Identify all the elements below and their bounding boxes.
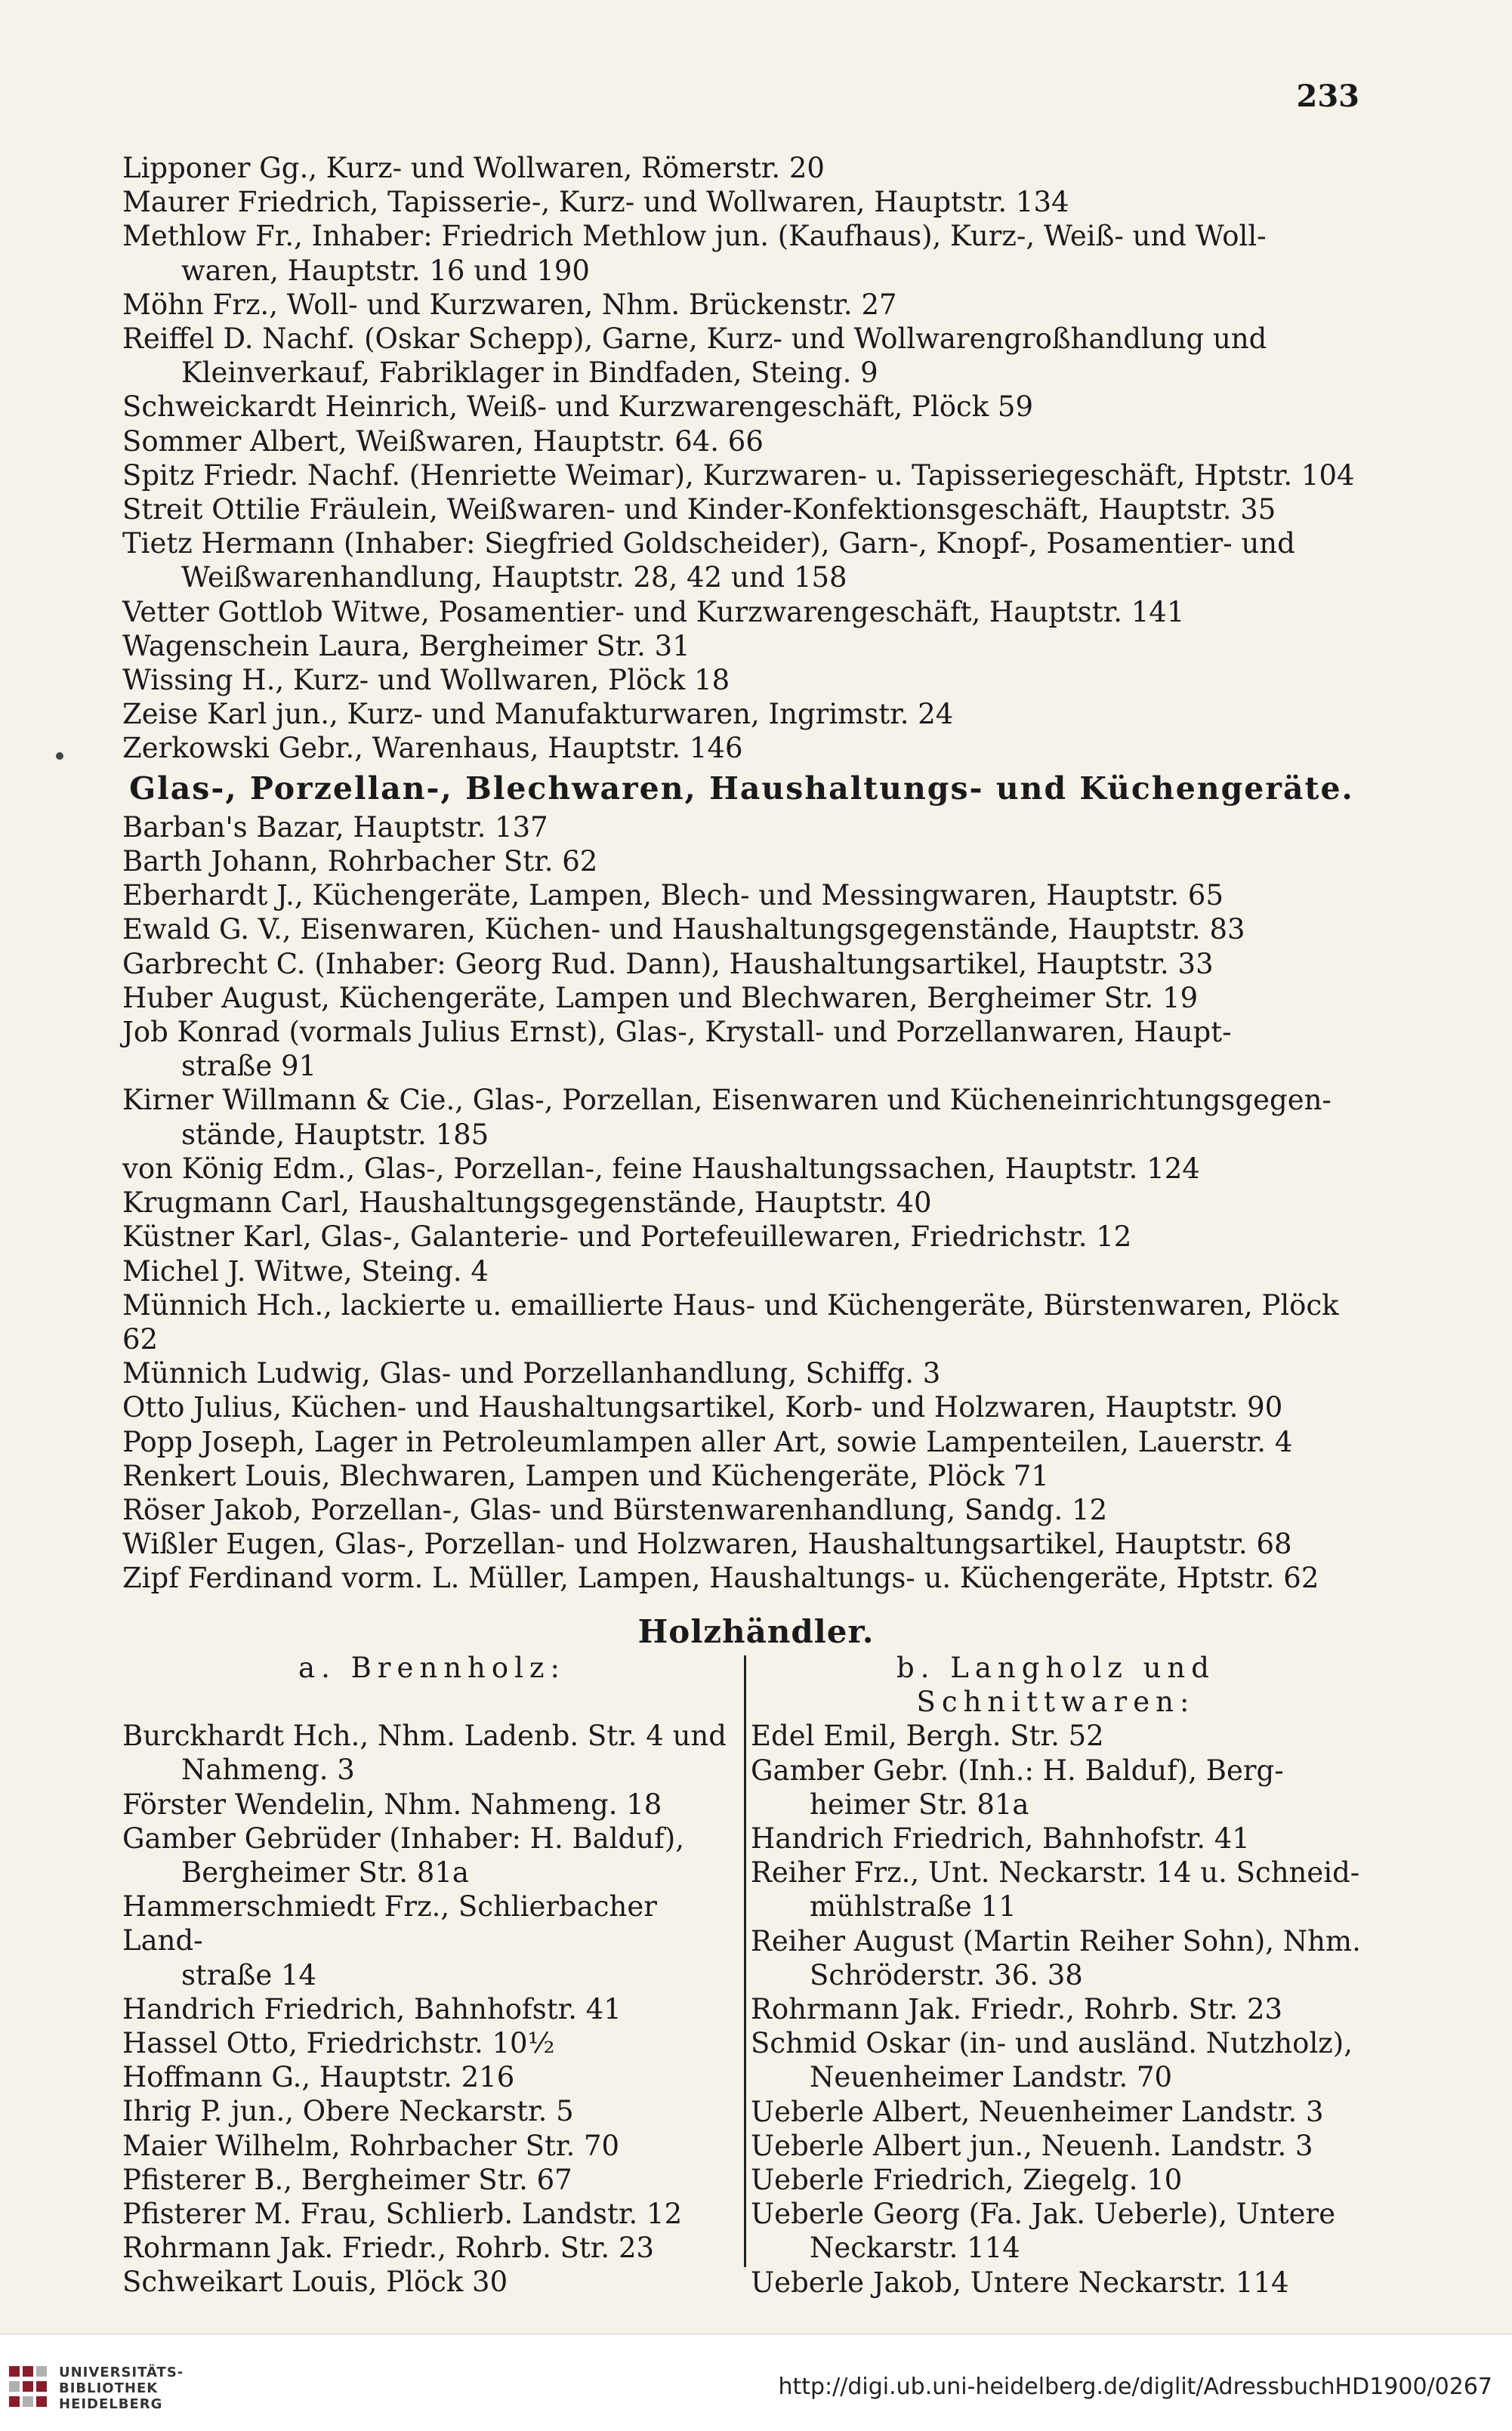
- entry-continuation: Nahmeng. 3: [181, 1754, 355, 1787]
- entry-line: Handrich Friedrich, Bahnhofstr. 41: [751, 1822, 1250, 1856]
- library-logo-icon: [8, 2365, 50, 2410]
- directory-entry: [751, 2095, 1361, 2129]
- directory-entry: [122, 2094, 742, 2128]
- entry-line: Ihrig P. jun., Obere Neckarstr. 5: [122, 2095, 574, 2128]
- entry-line: Röser Jakob, Porzellan-, Glas- und Bürstenwarenhandlung, Sandg. 12: [122, 1493, 1108, 1526]
- entry-line: Hoffmann G., Hauptstr. 216: [122, 2061, 515, 2094]
- directory-entry: [122, 844, 1361, 878]
- directory-entry: [122, 2163, 742, 2197]
- directory-entry: [751, 2129, 1361, 2163]
- entry-line: von König Edm., Glas-, Porzellan-, feine Haushaltungssachen, Hauptstr. 124: [122, 1152, 1200, 1185]
- entry-line: Sommer Albert, Weißwaren, Hauptstr. 64. 66: [122, 424, 764, 458]
- directory-entry: [122, 1390, 1361, 1424]
- entry-line: Zipf Ferdinand vorm. L. Müller, Lampen, Haushaltungs- u. Küchengeräte, Hptstr. 62: [122, 1562, 1319, 1595]
- entry-line: Möhn Frz., Woll- und Kurzwaren, Nhm. Brückenstr. 27: [122, 288, 897, 321]
- entry-line: Pfisterer B., Bergheimer Str. 67: [122, 2163, 572, 2196]
- entry-line: Zeise Karl jun., Kurz- und Manufakturwaren, Ingrimstr. 24: [122, 698, 954, 731]
- entry-line: Reiher Frz., Unt. Neckarstr. 14 u. Schneid-: [751, 1856, 1360, 1890]
- directory-entry: [122, 2265, 742, 2299]
- entries-brennholz-list: [122, 1719, 742, 2299]
- directory-entry: [751, 1924, 1361, 1992]
- entry-line: Förster Wendelin, Nhm. Nahmeng. 18: [122, 1788, 662, 1821]
- entry-line: Tietz Hermann (Inhaber: Siegfried Goldscheider), Garn-, Knopf-, Posamentier- und: [122, 527, 1295, 560]
- entry-line: Zerkowski Gebr., Warenhaus, Hauptstr. 146: [122, 732, 743, 765]
- page-number: 233: [1296, 79, 1359, 114]
- entry-continuation: straße 91: [181, 1050, 317, 1083]
- directory-entry: [751, 2197, 1361, 2265]
- entries-top-list: [122, 151, 1361, 766]
- logo-line: BIBLIOTHEK: [59, 2380, 159, 2396]
- directory-entry: [751, 2163, 1361, 2197]
- directory-entry: [122, 981, 1361, 1015]
- entry-line: Gamber Gebr. (Inh.: H. Balduf), Berg-: [751, 1754, 1284, 1787]
- directory-entry: [122, 1719, 742, 1787]
- directory-entry: [122, 1015, 1361, 1083]
- directory-entry: [122, 424, 1361, 458]
- entry-line: Hassel Otto, Friedrichstr. 10½: [122, 2027, 555, 2060]
- entry-line: Handrich Friedrich, Bahnhofstr. 41: [122, 1992, 622, 2025]
- directory-entry: [122, 1822, 742, 1890]
- directory-entry: [122, 2231, 742, 2265]
- library-logo-text: [59, 2365, 184, 2412]
- directory-entry: [122, 219, 1361, 287]
- entry-line: Wagenschein Laura, Bergheimer Str. 31: [122, 629, 690, 662]
- entry-continuation: mühlstraße 11: [810, 1890, 1017, 1924]
- directory-entry: [122, 322, 1361, 390]
- directory-entry: [122, 731, 1361, 765]
- entry-line: Vetter Gottlob Witwe, Posamentier- und Kurzwarengeschäft, Hauptstr. 141: [122, 595, 1185, 628]
- entry-line: Maier Wilhelm, Rohrbacher Str. 70: [122, 2129, 620, 2162]
- entry-line: Methlow Fr., Inhaber: Friedrich Methlow jun. (Kaufhaus), Kurz-, Weiß- und Woll-: [122, 220, 1267, 253]
- directory-entry: [122, 1992, 742, 2026]
- section-heading-holz: Holzhändler.: [637, 1613, 875, 1650]
- entry-line: Michel J. Witwe, Steing. 4: [122, 1254, 489, 1288]
- entry-line: Gamber Gebrüder (Inhaber: H. Balduf),: [122, 1822, 684, 1855]
- margin-dot: [56, 752, 63, 760]
- entry-line: Pfisterer M. Frau, Schlierb. Landstr. 12: [122, 2198, 683, 2231]
- directory-entry: [751, 1754, 1361, 1822]
- directory-entry: [122, 151, 1361, 185]
- entry-line: Reiffel D. Nachf. (Oskar Schepp), Garne, Kurz- und Wollwarengroßhandlung und: [122, 322, 1267, 356]
- directory-entry: [122, 185, 1361, 219]
- entry-continuation: Neuenheimer Landstr. 70: [810, 2061, 1173, 2094]
- logo-line: UNIVERSITÄTS-: [59, 2365, 184, 2380]
- directory-entry: [751, 1719, 1361, 1753]
- entry-line: Maurer Friedrich, Tapisserie-, Kurz- und Wollwaren, Hauptstr. 134: [122, 186, 1069, 219]
- entry-line: Popp Joseph, Lager in Petroleumlampen aller Art, sowie Lampenteilen, Lauerstr. 4: [122, 1425, 1293, 1458]
- directory-entry: [751, 2026, 1361, 2094]
- directory-entry: [751, 1856, 1361, 1924]
- entry-line: Schmid Oskar (in- und ausländ. Nutzholz),: [751, 2027, 1353, 2060]
- directory-entry: [122, 810, 1361, 844]
- directory-entry: [122, 1527, 1361, 1561]
- entry-line: Schweikart Louis, Plöck 30: [122, 2266, 508, 2299]
- column-langholz: [751, 1651, 1361, 2300]
- entry-continuation: Weißwarenhandlung, Hauptstr. 28, 42 und 158: [181, 561, 847, 594]
- column-brennholz: [122, 1651, 742, 2300]
- footer-bar: [0, 2334, 1512, 2431]
- directory-entry: [751, 1992, 1361, 2026]
- entries-langholz-list: [751, 1719, 1361, 2299]
- entry-line: Spitz Friedr. Nachf. (Henriette Weimar), Kurzwaren- u. Tapisseriegeschäft, Hptstr. 104: [122, 458, 1355, 492]
- directory-entry: [122, 390, 1361, 424]
- directory-entry: [122, 1083, 1361, 1151]
- entry-continuation: straße 14: [181, 1958, 317, 1991]
- directory-entry: [122, 1459, 1361, 1493]
- entry-line: Otto Julius, Küchen- und Haushaltungsartikel, Korb- und Holzwaren, Hauptstr. 90: [122, 1391, 1283, 1424]
- entry-line: Ueberle Georg (Fa. Jak. Ueberle), Untere: [751, 2198, 1336, 2231]
- entry-line: Hammerschmiedt Frz., Schlierbacher Land-: [122, 1890, 657, 1957]
- entry-line: Barban's Bazar, Hauptstr. 137: [122, 810, 548, 844]
- entries-glas-list: [122, 810, 1361, 1596]
- entry-line: Ewald G. V., Eisenwaren, Küchen- und Haushaltungsgegenstände, Hauptstr. 83: [122, 913, 1245, 946]
- entry-line: Ueberle Albert jun., Neuenh. Landstr. 3: [751, 2129, 1313, 2162]
- entry-line: Huber August, Küchengeräte, Lampen und Blechwaren, Bergheimer Str. 19: [122, 981, 1199, 1014]
- directory-entry: [122, 697, 1361, 731]
- entry-line: Ueberle Friedrich, Ziegelg. 10: [751, 2164, 1183, 2197]
- directory-entry: [122, 663, 1361, 697]
- directory-entry: [122, 526, 1361, 594]
- directory-entry: [122, 1425, 1361, 1459]
- directory-entry: [122, 1493, 1361, 1527]
- entry-line: Wißler Eugen, Glas-, Porzellan- und Holzwaren, Haushaltungsartikel, Hauptstr. 68: [122, 1528, 1292, 1561]
- entry-continuation: stände, Hauptstr. 185: [181, 1118, 489, 1151]
- directory-entry: [122, 1788, 742, 1822]
- entry-line: Job Konrad (vormals Julius Ernst), Glas-, Krystall- und Porzellanwaren, Haupt-: [122, 1016, 1232, 1049]
- entry-line: Reiher August (Martin Reiher Sohn), Nhm.: [751, 1924, 1361, 1957]
- entry-continuation: Neckarstr. 114: [810, 2232, 1020, 2265]
- column-divider: [744, 1655, 746, 2267]
- entry-line: Barth Johann, Rohrbacher Str. 62: [122, 845, 598, 878]
- source-url-link[interactable]: http://digi.ub.uni-heidelberg.de/diglit/AdressbuchHD1900/0267: [778, 2374, 1492, 2400]
- entry-continuation: waren, Hauptstr. 16 und 190: [181, 254, 590, 287]
- directory-entry: [122, 1561, 1361, 1595]
- directory-entry: [122, 947, 1361, 981]
- entry-line: Eberhardt J., Küchengeräte, Lampen, Blech- und Messingwaren, Hauptstr. 65: [122, 879, 1224, 912]
- entry-line: Garbrecht C. (Inhaber: Georg Rud. Dann), Haushaltungsartikel, Hauptstr. 33: [122, 947, 1214, 980]
- entry-line: Krugmann Carl, Haushaltungsgegenstände, Hauptstr. 40: [122, 1186, 932, 1220]
- entry-line: Ueberle Albert, Neuenheimer Landstr. 3: [751, 2095, 1324, 2128]
- directory-entry: [122, 1356, 1361, 1390]
- directory-entry: [122, 1254, 1361, 1288]
- section-heading-glas: Glas-, Porzellan-, Blechwaren, Haushaltungs- und Küchengeräte.: [129, 770, 1354, 807]
- entry-line: Renkert Louis, Blechwaren, Lampen und Küchengeräte, Plöck 71: [122, 1459, 1049, 1492]
- entry-line: Burckhardt Hch., Nhm. Ladenb. Str. 4 und: [122, 1720, 727, 1753]
- directory-entry: [122, 595, 1361, 629]
- entry-continuation: Bergheimer Str. 81a: [181, 1856, 469, 1890]
- entry-line: Schweickardt Heinrich, Weiß- und Kurzwarengeschäft, Plöck 59: [122, 390, 1033, 424]
- entry-line: Streit Ottilie Fräulein, Weißwaren- und Kinder-Konfektionsgeschäft, Hauptstr. 35: [122, 493, 1276, 526]
- logo-line: HEIDELBERG: [59, 2396, 163, 2412]
- directory-entry: [122, 878, 1361, 912]
- directory-entry: [122, 2197, 742, 2231]
- directory-entry: [751, 1822, 1361, 1856]
- entry-continuation: Schröderstr. 36. 38: [810, 1958, 1083, 1991]
- entry-line: Kirner Willmann & Cie., Glas-, Porzellan, Eisenwaren und Kücheneinrichtungsgegen-: [122, 1084, 1331, 1117]
- directory-entry: [122, 1288, 1361, 1356]
- entry-line: Edel Emil, Bergh. Str. 52: [751, 1720, 1104, 1753]
- column-header-langholz: b. Langholz und Schnittwaren:: [896, 1652, 1215, 1719]
- directory-entry: [122, 2129, 742, 2163]
- library-logo: [8, 2357, 340, 2417]
- entry-line: Ueberle Jakob, Untere Neckarstr. 114: [751, 2266, 1289, 2299]
- directory-entry: [122, 492, 1361, 526]
- entry-continuation: heimer Str. 81a: [810, 1788, 1029, 1821]
- directory-entry: [122, 1220, 1361, 1254]
- entry-line: Küstner Karl, Glas-, Galanterie- und Portefeuillewaren, Friedrichstr. 12: [122, 1220, 1132, 1254]
- entry-line: Wissing H., Kurz- und Wollwaren, Plöck 18: [122, 664, 730, 697]
- entry-line: Rohrmann Jak. Friedr., Rohrb. Str. 23: [122, 2232, 655, 2265]
- entry-line: Rohrmann Jak. Friedr., Rohrb. Str. 23: [751, 1993, 1283, 2026]
- directory-entry: [122, 2026, 742, 2060]
- column-header-brennholz: a. Brennholz:: [298, 1652, 566, 1684]
- directory-entry: [122, 912, 1361, 946]
- entry-line: Münnich Hch., lackierte u. emaillierte Haus- und Küchengeräte, Bürstenwaren, Plöck 62: [122, 1288, 1339, 1356]
- directory-entry: [122, 1152, 1361, 1186]
- entry-continuation: Kleinverkauf, Fabriklager in Bindfaden, Steing. 9: [181, 356, 878, 390]
- directory-entry: [122, 288, 1361, 322]
- directory-entry: [122, 1186, 1361, 1220]
- directory-entry: [751, 2266, 1361, 2300]
- directory-entry: [122, 458, 1361, 492]
- directory-entry: [122, 629, 1361, 663]
- entry-line: Lipponer Gg., Kurz- und Wollwaren, Römerstr. 20: [122, 152, 825, 184]
- directory-entry: [122, 1890, 742, 1992]
- entry-line: Münnich Ludwig, Glas- und Porzellanhandlung, Schiffg. 3: [122, 1357, 941, 1390]
- directory-entry: [122, 2060, 742, 2094]
- main-text-block: [122, 151, 1361, 1596]
